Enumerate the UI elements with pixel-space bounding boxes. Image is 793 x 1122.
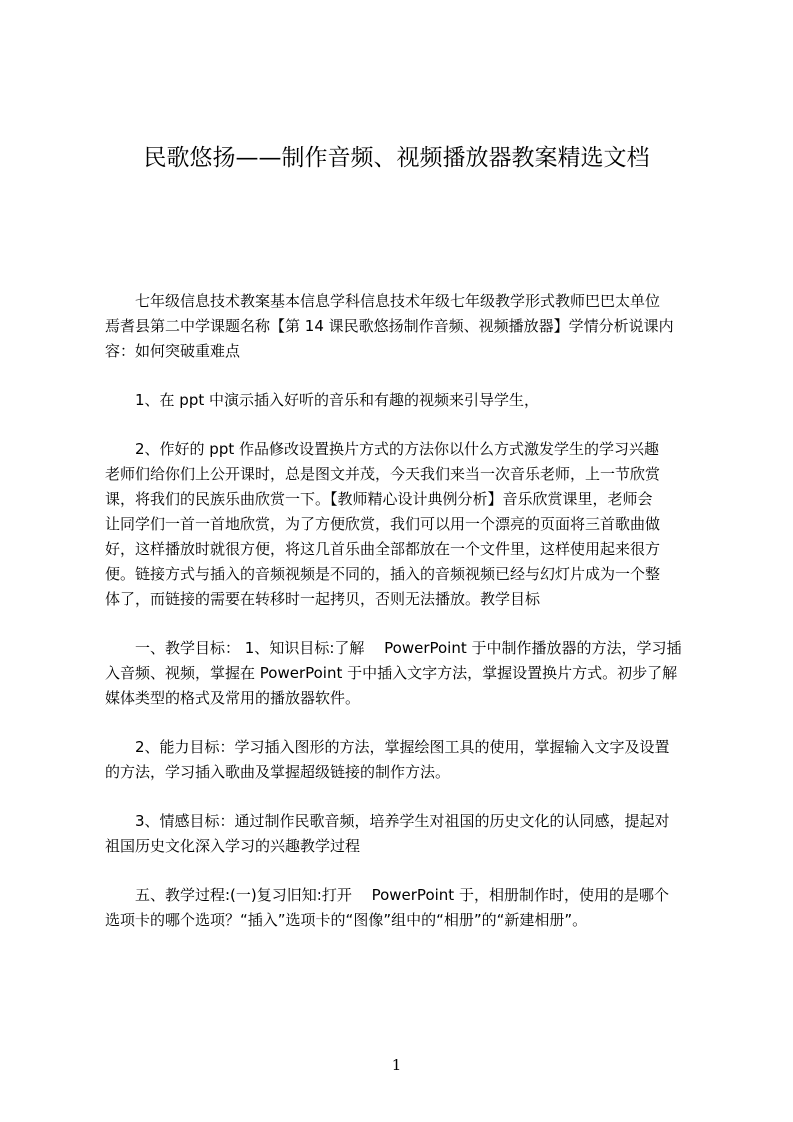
text-line: 祖国历史文化深入学习的兴趣教学过程 — [105, 837, 361, 855]
paragraph-teaching-process — [105, 883, 697, 933]
document-body — [105, 289, 697, 933]
text-line: 体了，而链接的需要在转移时一起拷贝，否则无法播放。教学目标 — [105, 590, 541, 608]
text-line: 1、在 ppt 中演示插入好听的音乐和有趣的视频来引导学生， — [105, 391, 540, 409]
text-line: 2、能力目标：学习插入图形的方法，掌握绘图工具的使用，掌握输入文字及设置 — [105, 738, 670, 756]
text-line: 老师们给你们上公开课时，总是图文并茂，今天我们来当一次音乐老师，上一节欣赏 — [105, 465, 661, 483]
text-line: 让同学们一首一首地欣赏，为了方便欣赏，我们可以用一个漂亮的页面将三首歌曲做 — [105, 515, 661, 533]
page-title: 民歌悠扬——制作音频、视频播放器教案精选文档 — [143, 145, 650, 171]
text-line: 五、教学过程:(一)复习旧知:打开 PowerPoint 于，相册制作时，使用的是哪个 — [105, 886, 669, 904]
paragraph-difficulty-2 — [105, 437, 697, 612]
paragraph-ability-goal — [105, 735, 697, 785]
paragraph-difficulty-1 — [105, 388, 697, 413]
text-line: 媒体类型的格式及常用的播放器软件。 — [105, 689, 361, 707]
text-line: 好，这样播放时就很方便，将这几首乐曲全部都放在一个文件里，这样使用起来很方 — [105, 540, 661, 558]
text-line: 2、作好的 ppt 作品修改设置换片方式的方法你以什么方式激发学生的学习兴趣 — [105, 440, 660, 458]
text-line: 一、教学目标： 1、知识目标:了解 PowerPoint 于中制作播放器的方法，学习插 — [105, 639, 682, 657]
paragraph-knowledge-goal — [105, 636, 697, 711]
page-number: 1 — [391, 1056, 402, 1074]
text-line: 焉耆县第二中学课题名称【第 14 课民歌悠扬制作音频、视频播放器】学情分析说课内 — [105, 317, 674, 335]
text-line: 七年级信息技术教案基本信息学科信息技术年级七年级教学形式教师巴巴太单位 — [105, 292, 661, 310]
text-line: 选项卡的哪个选项？“插入”选项卡的“图像”组中的“相册”的“新建相册”。 — [105, 911, 588, 929]
text-line: 容：如何突破重难点 — [105, 342, 241, 360]
text-line: 便。链接方式与插入的音频视频是不同的，插入的音频视频已经与幻灯片成为一个整 — [105, 565, 661, 583]
paragraph-emotion-goal — [105, 809, 697, 859]
paragraph-basic-info — [105, 289, 697, 364]
text-line: 入音频、视频，掌握在 PowerPoint 于中插入文字方法，掌握设置换片方式。初步了解 — [105, 664, 678, 682]
text-line: 3、情感目标：通过制作民歌音频，培养学生对祖国的历史文化的认同感，提起对 — [105, 812, 670, 830]
text-line: 的方法，学习插入歌曲及掌握超级链接的制作方法。 — [105, 763, 451, 781]
text-line: 课，将我们的民族乐曲欣赏一下。【教师精心设计典例分析】音乐欣赏课里，老师会 — [105, 490, 653, 508]
